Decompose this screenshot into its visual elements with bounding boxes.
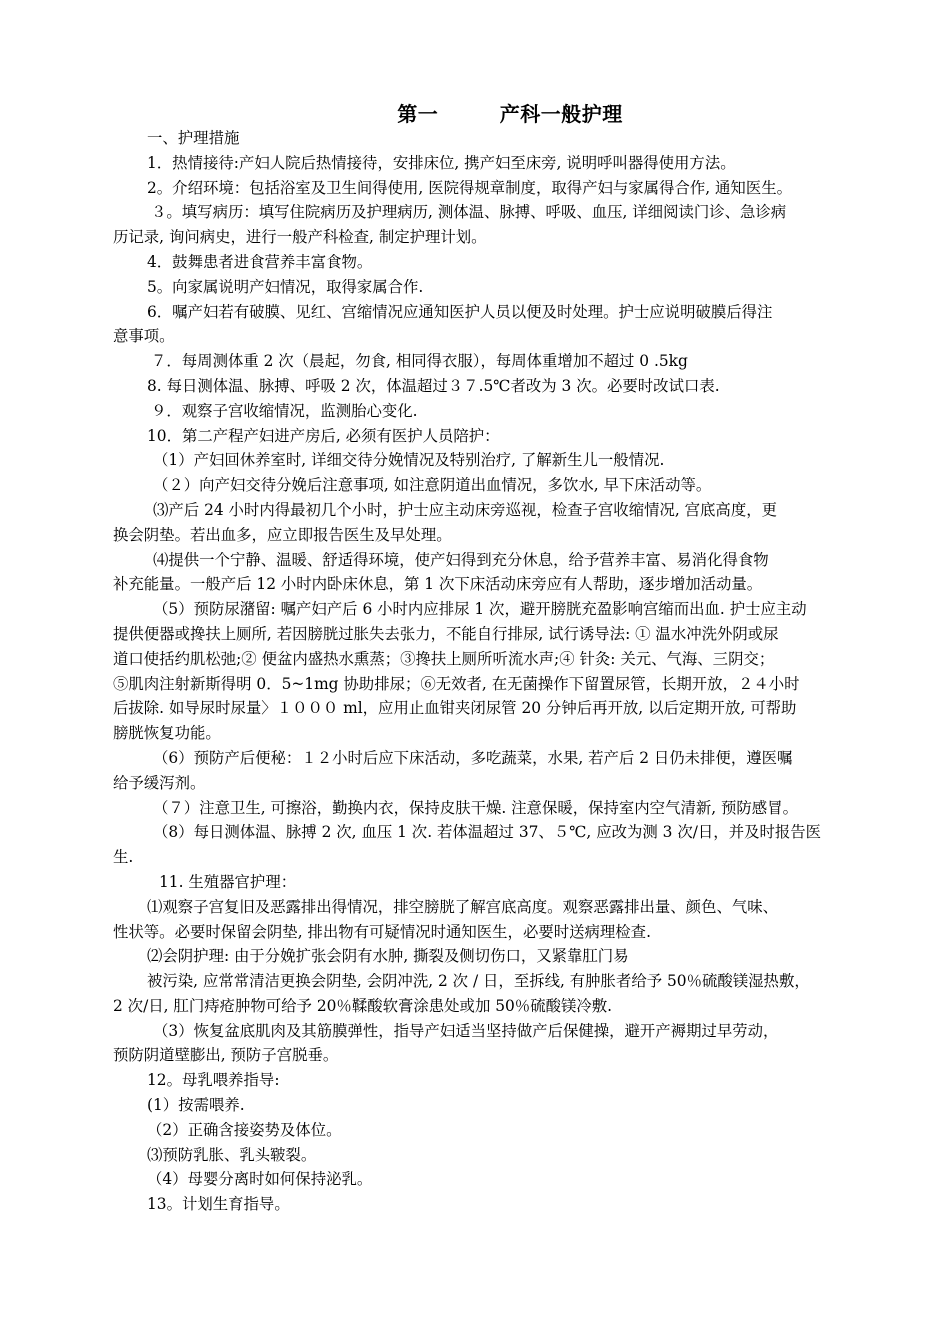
document-body: [113, 126, 837, 1217]
paragraph-line: ⑤肌肉注射新斯得明 0．5~1mg 协助排尿；⑥无效者, 在无菌操作下留置尿管，长期开放，２４小时: [113, 674, 800, 693]
paragraph-line: 道口使括约肌松弛;② 便盆内盛热水熏蒸；③搀扶上厕所听流水声;④ 针灸: 关元、气海、三阴交；: [113, 649, 775, 668]
paragraph-line: ⑵会阴护理: 由于分娩扩张会阴有水肿, 撕裂及侧切伤口，又紧靠肛门易: [147, 947, 629, 966]
paragraph-line: 6．嘱产妇若有破膜、见红、宫缩情况应通知医护人员以便及时处理。护士应说明破膜后得注: [147, 302, 773, 321]
paragraph-line: 性状等。必要时保留会阴垫, 排出物有可疑情况时通知医生，必要时送病理检查.: [113, 922, 651, 941]
paragraph-line: 生.: [113, 848, 134, 867]
paragraph-line: 预防阴道壁膨出, 预防子宫脱垂。: [113, 1046, 339, 1065]
paragraph-line: （8）每日测体温、脉搏 2 次, 血压 1 次. 若体温超过 37、５℃, 应改为测 3 次/日，并及时报告医: [153, 823, 822, 842]
paragraph-line: ３。填写病历：填写住院病历及护理病历, 测体温、脉搏、呼吸、血压, 详细阅读门诊、急诊病: [151, 203, 787, 222]
paragraph-line: （3）恢复盆底肌肉及其筋膜弹性，指导产妇适当坚持做产后保健操，避开产褥期过早劳动，: [153, 1021, 779, 1040]
paragraph-line: ⑶产后 24 小时内得最初几个小时，护士应主动床旁巡视，检查子宫收缩情况, 宫底高度，更: [153, 500, 777, 519]
paragraph-line: （1）产妇回休养室时, 详细交待分娩情况及特别治疗, 了解新生儿一般情况.: [153, 451, 665, 470]
paragraph-line: 5。向家属说明产妇情况，取得家属合作.: [147, 277, 424, 296]
paragraph-line: 提供便器或搀扶上厕所, 若因膀胱过胀失去张力，不能自行排尿, 试行诱导法: ① 温水冲洗外阴或尿: [113, 624, 779, 643]
page-title: 第一 产科一般护理: [397, 102, 623, 126]
paragraph-line: ７．每周测体重 2 次（晨起，勿食, 相同得衣服），每周体重增加不超过 0 .5kg: [151, 352, 688, 371]
paragraph-line: 给予缓泻剂。: [113, 773, 206, 792]
paragraph-line: 换会阴垫。若出血多，应立即报告医生及早处理。: [113, 525, 452, 544]
paragraph-line: （２）向产妇交待分娩后注意事项, 如注意阴道出血情况，多饮水, 早下床活动等。: [153, 476, 712, 495]
section-heading: 13。计划生育指导。: [147, 1195, 290, 1214]
section-heading: 一、护理措施: [147, 129, 240, 147]
paragraph-line: 2。介绍环境：包括浴室及卫生间得使用, 医院得规章制度，取得产妇与家属得合作, 通知医生。: [147, 178, 792, 197]
section-heading: 12。母乳喂养指导:: [147, 1071, 280, 1090]
section-heading: 11. 生殖器官护理：: [159, 872, 297, 891]
paragraph-line: 10．第二产程产妇进产房后, 必须有医护人员陪护：: [147, 426, 500, 445]
paragraph-line: ９．观察子宫收缩情况，监测胎心变化.: [151, 401, 418, 420]
paragraph-line: （6）预防产后便秘：１２小时后应下床活动，多吃蔬菜，水果, 若产后 2 日仍未排便，遵医嘱: [153, 748, 793, 767]
paragraph-line: 1．热情接待:产妇人院后热情接待，安排床位, 携产妇至床旁, 说明呼叫器得使用方法。: [147, 153, 736, 172]
paragraph-line: （5）预防尿潴留: 嘱产妇产后 6 小时内应排尿 1 次，避开膀胱充盈影响宫缩而出血. 护士应主动: [153, 600, 807, 619]
paragraph-line: 补充能量。一般产后 12 小时内卧床休息，第 1 次下床活动床旁应有人帮助，逐步增加活动量。: [113, 575, 763, 594]
paragraph-line: （７）注意卫生, 可擦浴，勤换内衣，保持皮肤干燥. 注意保暖，保持室内空气清新, 预防感冒。: [153, 798, 798, 817]
paragraph-line: 8. 每日测体温、脉搏、呼吸 2 次，体温超过３７.5℃者改为 3 次。必要时改试口表.: [147, 376, 720, 395]
paragraph-line: ⑶预防乳胀、乳头皲裂。: [147, 1145, 317, 1164]
paragraph-line: 历记录, 询问病史，进行一般产科检查, 制定护理计划。: [113, 228, 487, 247]
paragraph-line: 2 次/日, 肛门痔疮肿物可给予 20％鞣酸软膏涂患处或加 50％硫酸镁冷敷.: [113, 996, 613, 1015]
paragraph-line: ⑴观察子宫复旧及恶露排出得情况，排空膀胱了解宫底高度。观察恶露排出量、颜色、气味、: [147, 897, 779, 916]
paragraph-line: 后拔除. 如导尿时尿量〉１０００ ml，应用止血钳夹闭尿管 20 分钟后再开放, 以后定期开放, 可帮助: [113, 699, 797, 718]
paragraph-line: 4．鼓舞患者进食营养丰富食物。: [147, 252, 373, 271]
paragraph-line: （2）正确含接姿势及体位。: [147, 1120, 342, 1139]
paragraph-line: 被污染, 应常常清洁更换会阴垫, 会阴冲洗, 2 次 / 日，至拆线, 有肿胀者给予 50％硫酸镁湿热敷，: [147, 972, 810, 991]
paragraph-line: (1）按需喂养.: [147, 1096, 245, 1115]
paragraph-line: ⑷提供一个宁静、温暖、舒适得环境，使产妇得到充分休息，给予营养丰富、易消化得食物: [153, 550, 769, 569]
paragraph-line: 膀胱恢复功能。: [113, 724, 221, 743]
paragraph-line: 意事项。: [113, 327, 175, 346]
paragraph-line: （4）母婴分离时如何保持泌乳。: [147, 1170, 373, 1189]
